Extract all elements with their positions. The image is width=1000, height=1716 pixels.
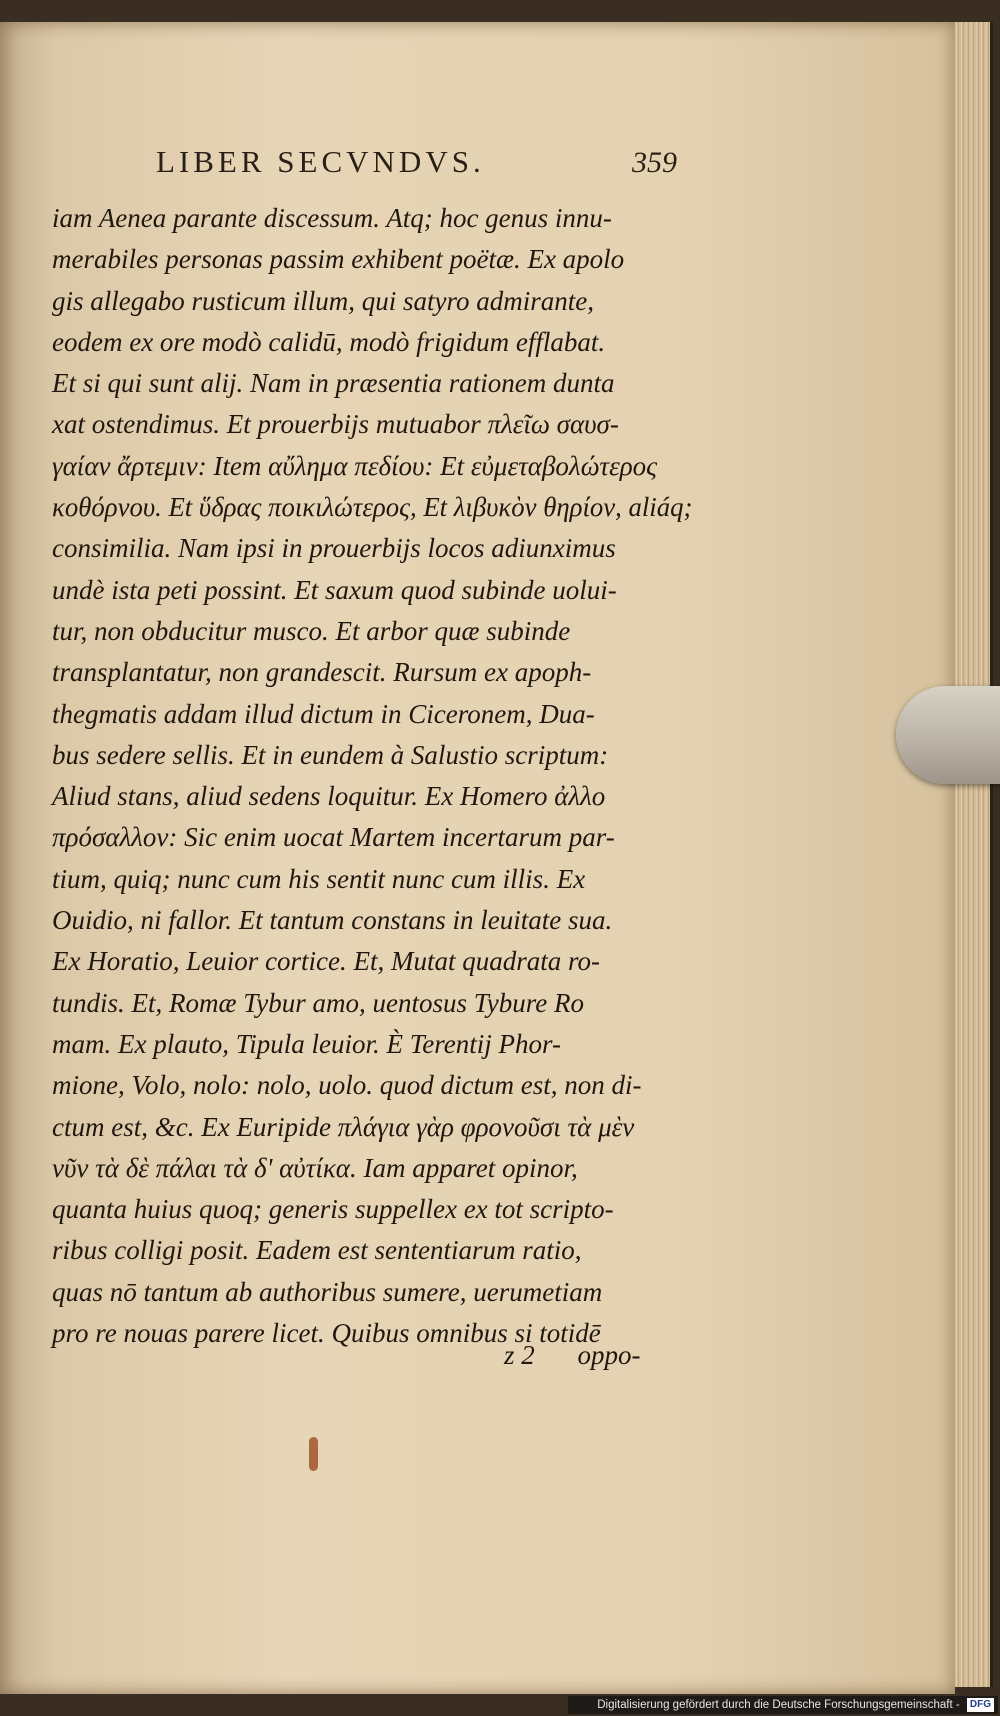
digitization-credit: [568, 1696, 998, 1714]
signature-mark: z 2: [504, 1340, 535, 1370]
text-line: mione, Volo, nolo: nolo, uolo. quod dictum est, non di-: [52, 1070, 642, 1101]
text-line: Et si qui sunt alij. Nam in præsentia rationem dunta: [52, 368, 615, 399]
text-line: pro re nouas parere licet. Quibus omnibus si totidē: [52, 1318, 601, 1349]
text-line: tur, non obducitur musco. Et arbor quæ subinde: [52, 615, 571, 646]
body-text: [52, 198, 692, 1354]
text-line: ctum est, &c. Ex Euripide πλάγια γὰρ φρονοῦσι τὰ μὲν: [52, 1111, 635, 1142]
text-line: Ouidio, ni fallor. Et tantum constans in leuitate sua.: [52, 905, 613, 936]
text-line: undè ista peti possint. Et saxum quod subinde uolui-: [52, 574, 617, 605]
text-line: Ex Horatio, Leuior cortice. Et, Mutat quadrata ro-: [52, 946, 600, 977]
page-number: 359: [632, 146, 677, 179]
text-line: πρόσαλλον: Sic enim uocat Martem incertarum par-: [52, 822, 615, 853]
text-line: iam Aenea parante discessum. Atq; hoc genus innu-: [52, 203, 612, 233]
text-line: consimilia. Nam ipsi in prouerbijs locos adiunximus: [52, 533, 616, 564]
text-line: quas nō tantum ab authoribus sumere, uerumetiam: [52, 1276, 603, 1307]
text-line: mam. Ex plauto, Tipula leuior. È Terentij Phor-: [52, 1028, 561, 1059]
ink-stain: [309, 1437, 318, 1471]
text-line: transplantatur, non grandescit. Rursum ex apoph-: [52, 657, 592, 688]
text-line: Aliud stans, aliud sedens loquitur. Ex Homero ἀλλο: [52, 781, 606, 812]
credit-text: Digitalisierung gefördert durch die Deutsche Forschungsgemeinschaft -: [597, 1699, 960, 1711]
text-line: γαίαν ἄρτεμιν: Item αὔλημα πεδίου: Et εὐμεταβολώτερος: [52, 450, 658, 481]
text-line: κοθόρνου. Et ὕδρας ποικιλώτερος, Et λιβυκὸν θηρίον, aliáq;: [52, 492, 693, 523]
page-foot: [504, 1340, 694, 1380]
text-line: gis allegabo rusticum illum, qui satyro admirante,: [52, 285, 594, 316]
text-line: νῦν τὰ δὲ πάλαι τὰ δ' αὐτίκα. Iam apparet opinor,: [52, 1152, 578, 1183]
text-line: ribus colligi posit. Eadem est sententiarum ratio,: [52, 1235, 582, 1266]
text-line: thegmatis addam illud dictum in Ciceronem, Dua-: [52, 698, 595, 729]
text-line: bus sedere sellis. Et in eundem à Salustio scriptum:: [52, 739, 609, 770]
book-clamp: [896, 686, 1000, 784]
text-line: quanta huius quoq; generis suppellex ex tot scripto-: [52, 1194, 614, 1225]
running-head: LIBER SECVNDVS.: [156, 144, 485, 179]
text-line: xat ostendimus. Et prouerbijs mutuabor πλεῖω σαυσ-: [52, 409, 619, 440]
dfg-logo: DFG: [967, 1698, 994, 1712]
text-line: merabiles personas passim exhibent poëtæ. Ex apolo: [52, 244, 625, 275]
text-line: tundis. Et, Romæ Tybur amo, uentosus Tybure Ro: [52, 987, 584, 1018]
text-line: eodem ex ore modò calidū, modò frigidum efflabat.: [52, 326, 606, 357]
text-line: tium, quiq; nunc cum his sentit nunc cum illis. Ex: [52, 863, 586, 894]
catchword: oppo-: [577, 1340, 641, 1370]
